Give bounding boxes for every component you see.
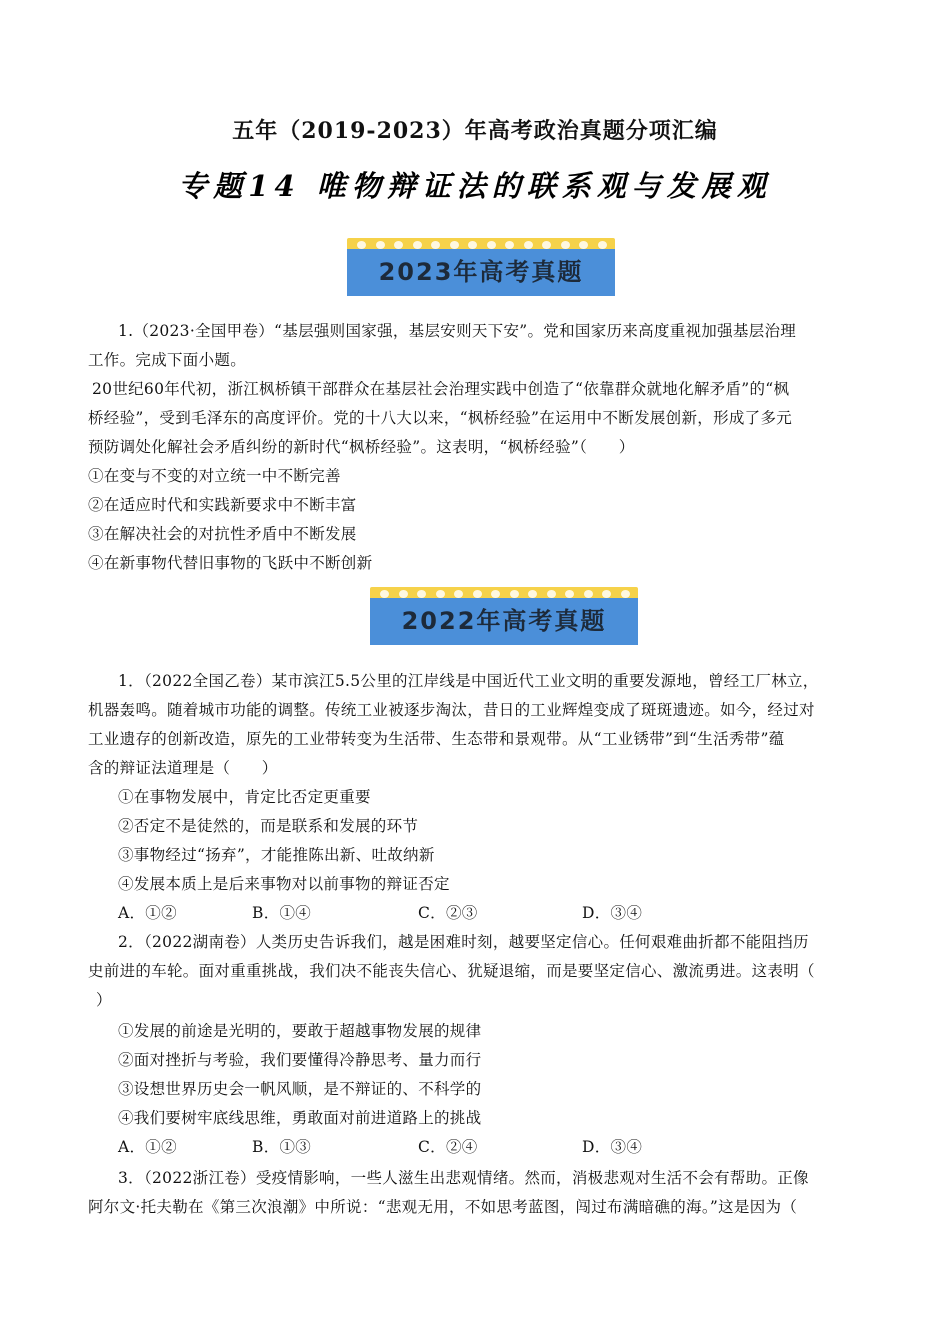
banner-label: 2022年高考真题: [370, 598, 638, 645]
answer-option-c: C．②③: [418, 904, 478, 922]
question-text: 含的辩证法道理是（ ）: [88, 759, 278, 777]
answer-option-b: B．①③: [252, 1138, 312, 1156]
question-text: 工业遗存的创新改造，原先的工业带转变为生活带、生态带和景观带。从“工业锈带”到“生活秀带”蕴: [88, 730, 785, 748]
question-text: 预防调处化解社会矛盾纠纷的新时代“枫桥经验”。这表明，“枫桥经验”（ ）: [88, 438, 635, 456]
choice-item: ②否定不是徒然的，而是联系和发展的环节: [118, 817, 419, 835]
answer-option-d: D．③④: [582, 1138, 643, 1156]
choice-item: ③在解决社会的对抗性矛盾中不断发展: [88, 525, 357, 543]
section-banner-2023: [347, 238, 615, 296]
banner-label: 2023年高考真题: [347, 249, 615, 296]
choice-item: ④我们要树牢底线思维，勇敢面对前进道路上的挑战: [118, 1109, 482, 1127]
section-banner-2022: [370, 587, 638, 645]
answer-option-a: A．①②: [118, 904, 177, 922]
choice-item: ②面对挫折与考验，我们要懂得冷静思考、量力而行: [118, 1051, 482, 1069]
question-text: 史前进的车轮。面对重重挑战，我们决不能丧失信心、犹疑退缩，而是要坚定信心、激流勇进。这表明（: [88, 962, 815, 980]
choice-item: ④发展本质上是后来事物对以前事物的辩证否定: [118, 875, 450, 893]
question-text: 2．（2022湖南卷）人类历史告诉我们，越是困难时刻，越要坚定信心。任何艰难曲折都不能阻挡历: [118, 933, 809, 951]
question-text: 工作。完成下面小题。: [88, 351, 247, 369]
question-text: 机器轰鸣。随着城市功能的调整。传统工业被逐步淘汰，昔日的工业辉煌变成了斑斑遗迹。如今，经过对: [88, 701, 815, 719]
choice-item: ③设想世界历史会一帆风顺，是不辩证的、不科学的: [118, 1080, 482, 1098]
question-text: ）: [96, 991, 112, 1009]
choice-item: ①在事物发展中，肯定比否定更重要: [118, 788, 371, 806]
answer-option-b: B．①④: [252, 904, 312, 922]
answer-option-a: A．①②: [118, 1138, 177, 1156]
question-text: 1.（2023·全国甲卷）“基层强则国家强，基层安则天下安”。党和国家历来高度重视加强基层治理: [118, 322, 797, 340]
question-text: 阿尔文·托夫勒在《第三次浪潮》中所说：“悲观无用，不如思考蓝图，闯过布满暗礁的海。”这是因为（: [88, 1198, 798, 1216]
answer-option-c: C．②④: [418, 1138, 478, 1156]
choice-item: ④在新事物代替旧事物的飞跃中不断创新: [88, 554, 373, 572]
choice-item: ③事物经过“扬弃”，才能推陈出新、吐故纳新: [118, 846, 435, 864]
choice-item: ①在变与不变的对立统一中不断完善: [88, 467, 341, 485]
document-title: 五年（2019-2023）年高考政治真题分项汇编: [232, 118, 718, 144]
answer-option-d: D．③④: [582, 904, 643, 922]
question-text: 1．（2022全国乙卷）某市滨江5.5公里的江岸线是中国近代工业文明的重要发源地，曾经工厂林立，: [118, 672, 819, 690]
question-text: 3．（2022浙江卷）受疫情影响，一些人滋生出悲观情绪。然而，消极悲观对生活不会有帮助。正像: [118, 1169, 809, 1187]
question-text: 桥经验”，受到毛泽东的高度评价。党的十八大以来，“枫桥经验”在运用中不断发展创新，形成了多元: [88, 409, 793, 427]
choice-item: ①发展的前途是光明的，要敢于超越事物发展的规律: [118, 1022, 482, 1040]
choice-item: ②在适应时代和实践新要求中不断丰富: [88, 496, 357, 514]
question-text: 20世纪60年代初，浙江枫桥镇干部群众在基层社会治理实践中创造了“依靠群众就地化解矛盾”的“枫: [92, 380, 790, 398]
topic-title: 专题14 唯物辩证法的联系观与发展观: [178, 169, 772, 203]
